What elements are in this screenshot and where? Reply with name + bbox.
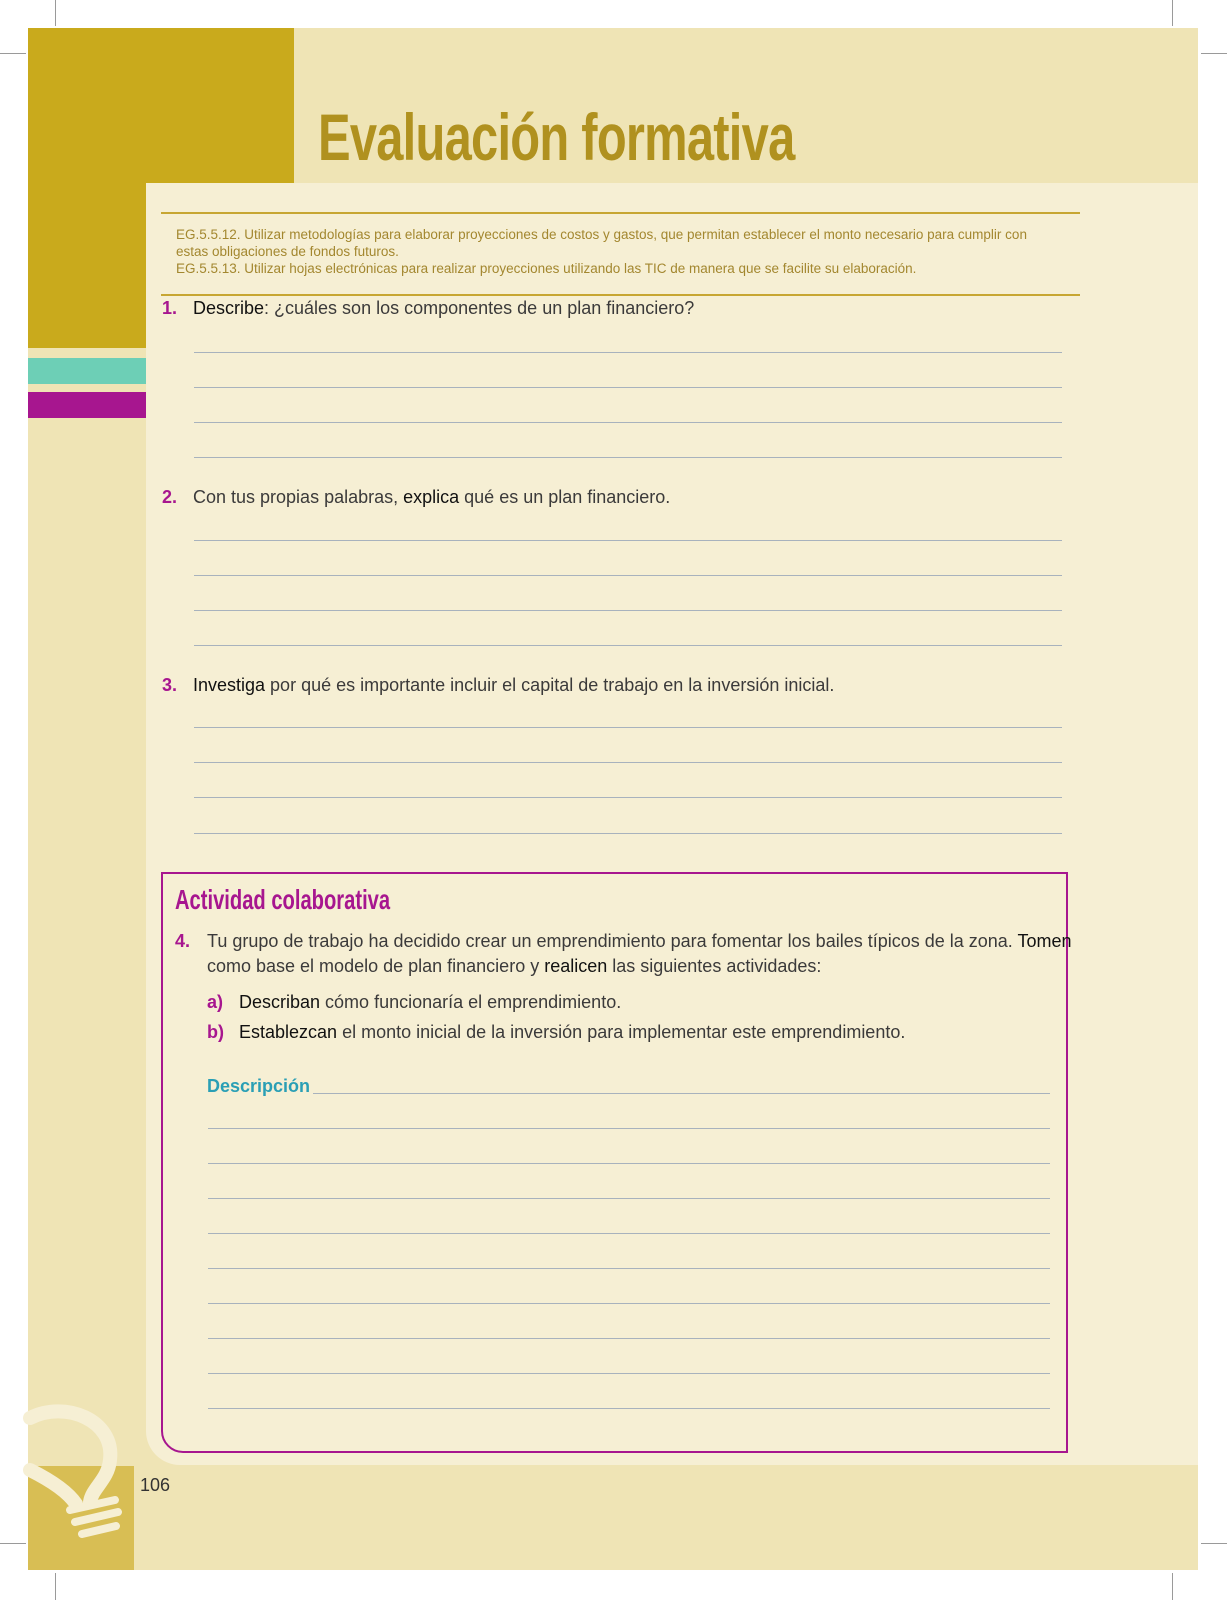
item-letter: a)	[207, 992, 224, 1012]
question-text: por qué es importante incluir el capital de trabajo en la inversión inicial.	[265, 675, 835, 695]
answer-line[interactable]	[194, 727, 1062, 728]
teal-stripe	[28, 358, 146, 384]
question-1	[162, 298, 1062, 319]
collaborative-activity-box	[161, 872, 1072, 1453]
answer-line[interactable]	[194, 762, 1062, 763]
description-line[interactable]	[313, 1093, 1050, 1094]
crop-mark	[1201, 1543, 1227, 1544]
activity-item-a	[207, 992, 621, 1013]
collab-instruction-line-1	[207, 931, 1072, 952]
activity-item-b	[207, 1022, 905, 1043]
page-title: Evaluación formativa	[318, 100, 795, 174]
collab-title: Actividad colaborativa	[175, 884, 391, 915]
answer-line[interactable]	[194, 575, 1062, 576]
question-2	[162, 487, 1062, 508]
item-verb: Describan	[239, 992, 321, 1012]
learning-objectives	[161, 212, 1080, 296]
crop-mark	[1172, 1573, 1173, 1600]
answer-line[interactable]	[194, 797, 1062, 798]
item-text: cómo funcionaría el emprendimiento.	[320, 992, 622, 1012]
description-line[interactable]	[208, 1163, 1050, 1164]
collab-number	[175, 931, 190, 952]
question-number: 4.	[175, 931, 191, 951]
instruction-verb: realicen	[544, 956, 608, 976]
instruction-verb: Tomen	[1017, 931, 1072, 951]
question-verb: Investiga	[193, 675, 266, 695]
instruction-text: Tu grupo de trabajo ha decidido crear un emprendimiento para fomentar los bailes típicos de la zona.	[207, 931, 1018, 951]
answer-line[interactable]	[194, 540, 1062, 541]
item-letter: b)	[207, 1022, 224, 1042]
crop-mark	[1201, 53, 1227, 54]
answer-line[interactable]	[194, 422, 1062, 423]
question-number: 1.	[162, 298, 178, 318]
description-line[interactable]	[208, 1373, 1050, 1374]
answer-line[interactable]	[194, 457, 1062, 458]
description-label: Descripción	[207, 1076, 311, 1096]
answer-line[interactable]	[194, 833, 1062, 834]
description-line[interactable]	[208, 1338, 1050, 1339]
objective-line: EG.5.5.13. Utilizar hojas electrónicas para realizar proyecciones utilizando las TIC de manera que se facilite su elaboración.	[176, 261, 917, 276]
objective-line: EG.5.5.12. Utilizar metodologías para elaborar proyecciones de costos y gastos, que permitan establecer el monto necesario para cumplir con	[176, 227, 1027, 242]
item-text: el monto inicial de la inversión para implementar este emprendimiento.	[337, 1022, 906, 1042]
footer-band	[28, 1466, 1198, 1570]
question-text: qué es un plan financiero.	[459, 487, 671, 507]
collab-instruction-line-2	[207, 956, 821, 977]
question-text-pre: Con tus propias palabras,	[193, 487, 404, 507]
description-line[interactable]	[208, 1408, 1050, 1409]
description-line[interactable]	[208, 1303, 1050, 1304]
crop-mark	[0, 53, 26, 54]
page-number: 106	[140, 1475, 171, 1495]
objective-line: estas obligaciones de fondos futuros.	[176, 244, 399, 259]
answer-line[interactable]	[194, 387, 1062, 388]
description-line[interactable]	[208, 1268, 1050, 1269]
description-line[interactable]	[208, 1233, 1050, 1234]
lightbulb-icon	[20, 1400, 130, 1550]
question-number: 3.	[162, 675, 178, 695]
magenta-stripe	[28, 392, 146, 418]
question-3	[162, 675, 1062, 696]
crop-mark	[55, 0, 56, 26]
answer-line[interactable]	[194, 610, 1062, 611]
instruction-text: las siguientes actividades:	[607, 956, 822, 976]
question-verb: explica	[403, 487, 460, 507]
question-number: 2.	[162, 487, 178, 507]
question-text: : ¿cuáles son los componentes de un plan financiero?	[264, 298, 695, 318]
description-line[interactable]	[208, 1198, 1050, 1199]
question-verb: Describe	[193, 298, 265, 318]
description-line[interactable]	[208, 1128, 1050, 1129]
item-verb: Establezcan	[239, 1022, 338, 1042]
instruction-text: como base el modelo de plan financiero y	[207, 956, 545, 976]
answer-line[interactable]	[194, 645, 1062, 646]
crop-mark	[1172, 0, 1173, 26]
answer-line[interactable]	[194, 352, 1062, 353]
crop-mark	[55, 1573, 56, 1600]
